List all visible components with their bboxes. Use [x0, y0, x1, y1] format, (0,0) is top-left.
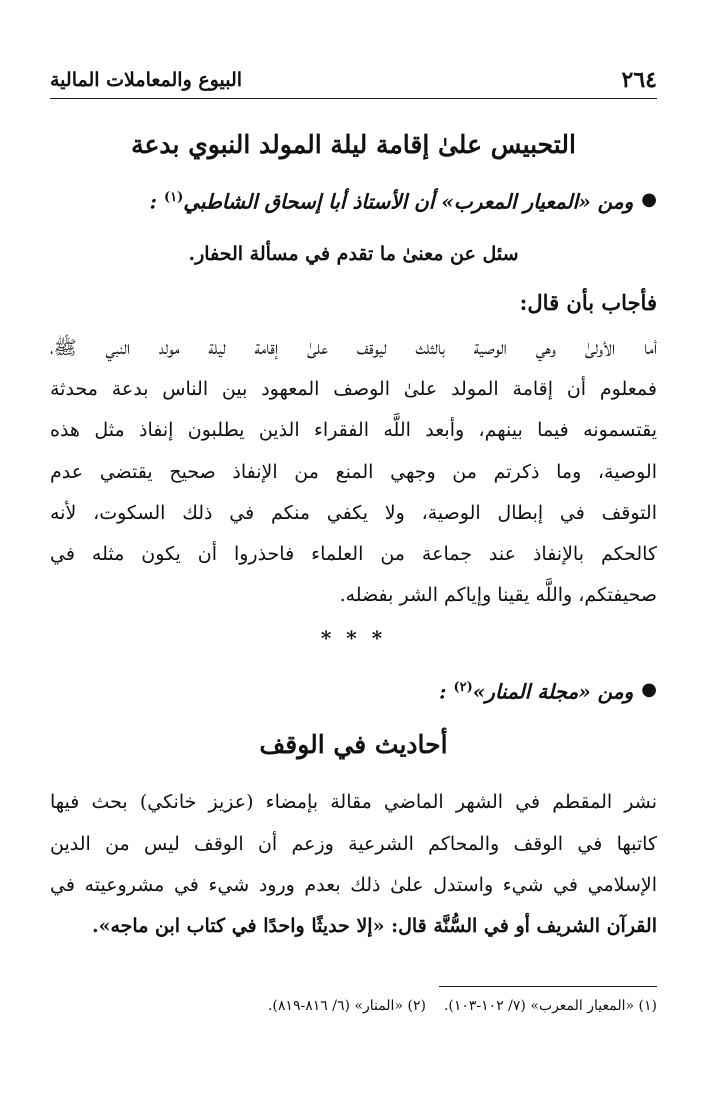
- text-line: أما الأولىٰ وهي الوصية بالثلث ليوقف علىٰ إقامة ليلة مولد النبي ﷺ،: [50, 337, 657, 359]
- text-line: القرآن الشريف أو في السُّنَّة قال: «إلا حديثًا واحدًا في كتاب ابن ماجه».: [92, 914, 657, 937]
- source-text: ومن «مجلة المنار»$^{(٢)}$ :: [439, 680, 634, 705]
- text-line: كالحكم بالإنفاذ عند جماعة من العلماء فاحذروا أن يكون مثله في: [50, 542, 657, 565]
- running-title: البيوع والمعاملات المالية: [50, 69, 243, 91]
- text-line: فمعلوم أن إقامة المولد علىٰ الوصف المعهود بين الناس بدعة محدثة: [50, 378, 657, 401]
- text-line: صحيفتكم، واللَّه يقينا وإياكم الشر بفضله.: [339, 584, 657, 607]
- bullet-icon: ●: [641, 679, 657, 701]
- header-rule: [50, 98, 657, 99]
- source-line-2: [50, 660, 657, 720]
- text-line: الإسلامي في شيء واستدل علىٰ ذلك بعدم ورود شيء في مشروعيته في: [50, 873, 657, 896]
- section-separator: * * *: [320, 626, 387, 651]
- footnote-ref-1[interactable]: (١): [164, 190, 184, 206]
- text-line: التوقف في إبطال الوصية، ولا يكفي منكم في ذلك السكوت، لأنه: [50, 501, 657, 524]
- page-number: ٢٦٤: [621, 67, 657, 93]
- answer-intro: فأجاب بأن قال:: [519, 290, 657, 315]
- footnotes: [50, 994, 657, 1018]
- bullet-icon: ●: [641, 189, 657, 210]
- paragraph-1: [50, 328, 657, 616]
- text-line: كاتبها في الوقف والمحاكم الشرعية وزعم أن الوقف ليس من الدين: [50, 832, 657, 855]
- question-line: سئل عن معنىٰ ما تقدم في مسألة الحفار.: [188, 243, 519, 265]
- source-line-1: [50, 170, 657, 230]
- page-header: [50, 64, 657, 96]
- footnote-ref-2[interactable]: (٢): [453, 680, 473, 696]
- paragraph-2: [50, 782, 657, 947]
- source-text: ومن «المعيار المعرب» أن الأستاذ أبا إسحاق الشاطبي$^{(١)}$ :: [149, 189, 634, 214]
- page-body: [50, 120, 657, 947]
- footnote-1: (١) «المعيار المعرب» (٧/ ١٠٢-١٠٣).: [443, 998, 657, 1014]
- footnote-2: (٢) «المنار» (٦/ ٨١٦-٨١٩).: [267, 998, 426, 1014]
- section-title-1: التحبيس علىٰ إقامة ليلة المولد النبوي بدعة: [131, 130, 576, 159]
- footnote-rule: [439, 986, 657, 987]
- text-line: يقتسمونه فيما بينهم، وأبعد اللَّه الفقراء الذين يطلبون إنفاذ مثل هذه: [50, 419, 657, 442]
- text-line: نشر المقطم في الشهر الماضي مقالة بإمضاء (عزيز خانكي) بحث فيها: [50, 791, 657, 814]
- section-title-2: أحاديث في الوقف: [259, 730, 448, 760]
- text-line: الوصية، وما ذكرتم من وجهي المنع من الإنفاذ صحيح يقتضي عدم: [50, 460, 657, 483]
